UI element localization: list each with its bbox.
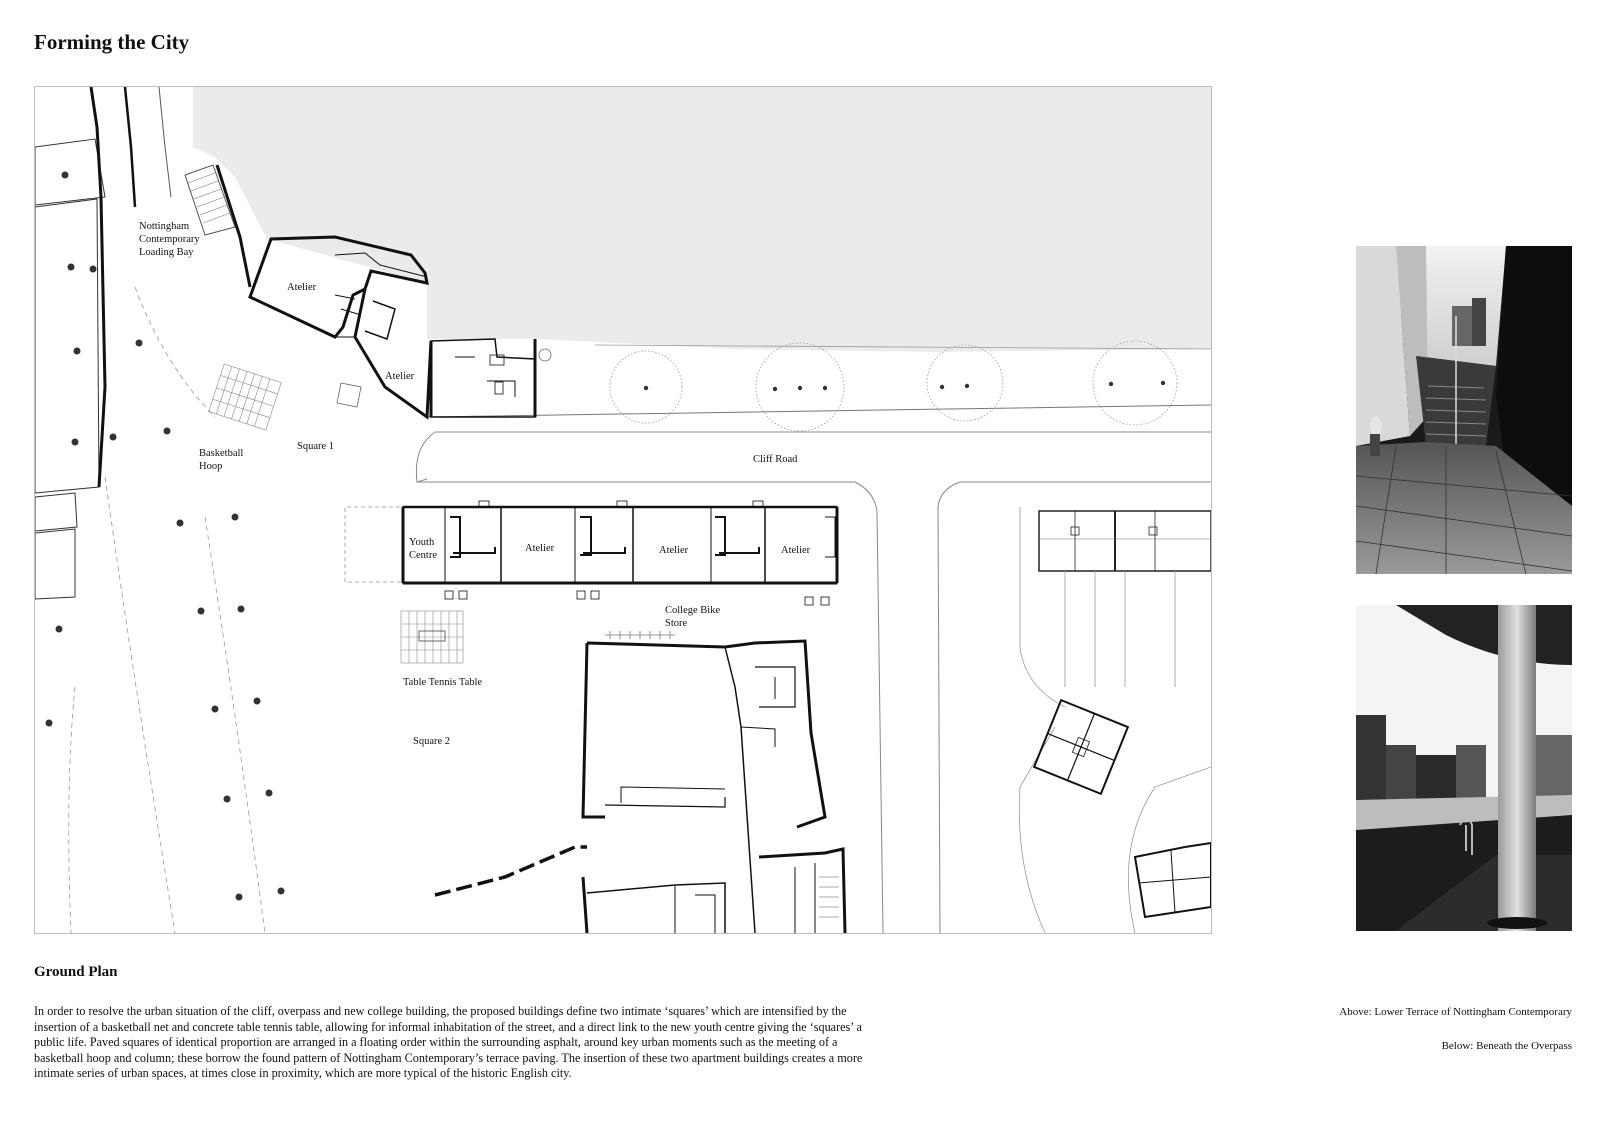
label-cliff-road: Cliff Road	[753, 454, 798, 465]
atelier-block-b	[431, 339, 535, 417]
label-atelier-3: Atelier	[781, 545, 811, 556]
atelier-terrace	[403, 501, 837, 605]
ground-plan-drawing	[34, 86, 1212, 934]
overpass-trees	[610, 341, 1177, 431]
section-heading: Ground Plan	[34, 964, 118, 980]
college-building	[435, 641, 845, 933]
label-atelier-2: Atelier	[659, 545, 689, 556]
caption-below: Below: Beneath the Overpass	[1441, 1040, 1572, 1052]
caption-above: Above: Lower Terrace of Nottingham Contemporary	[1339, 1006, 1572, 1018]
page-title: Forming the City	[34, 30, 190, 54]
right-buildings	[1039, 511, 1211, 571]
label-college-bike-store: Store	[665, 618, 688, 629]
label-atelier-a: Atelier	[287, 282, 317, 293]
cliff-area	[193, 87, 1211, 352]
label-loading-bay: Nottingham	[139, 221, 190, 232]
table-tennis-paving	[401, 611, 463, 663]
label-atelier-b: Atelier	[385, 371, 415, 382]
label-youth-centre: Youth	[409, 537, 435, 548]
label-square-1: Square 1	[297, 441, 335, 452]
label-basketball-hoop: Basketball	[199, 448, 244, 459]
apartment-block-1	[1034, 700, 1128, 794]
photo-beneath-overpass	[1356, 605, 1572, 931]
label-youth-centre: Centre	[409, 550, 437, 561]
label-square-2: Square 2	[413, 736, 451, 747]
label-atelier-1: Atelier	[525, 543, 555, 554]
description-paragraph: In order to resolve the urban situation of the cliff, overpass and new college building, the proposed buildings define two intimate ‘squares’ which are intensified by the insertion of a basketball net and concrete table tennis table, allowing for informal inhabitation of the street, and a direct link to the new youth centre giving the ‘squares’ a public life. Paved squares of identical proportion are arranged in a floating order within the surrounding asphalt, around key urban moments such as the meeting of a basketball hoop and column; these borrow the found pattern of Nottingham Contemporary’s terrace paving. The insertion of these two apartment buildings creates a more intimate series of urban spaces, at times close in proximity, which are more typical of the historic English city.	[34, 1004, 863, 1081]
left-buildings	[35, 139, 105, 599]
photo-lower-terrace	[1356, 246, 1572, 574]
label-loading-bay: Loading Bay	[139, 247, 194, 258]
label-basketball-hoop: Hoop	[199, 461, 223, 472]
label-loading-bay: Contemporary	[139, 234, 200, 245]
apartment-block-2	[1135, 843, 1211, 917]
basketball-paving	[209, 364, 282, 430]
label-college-bike-store: College Bike	[665, 605, 721, 616]
label-table-tennis-table: Table Tennis Table	[403, 677, 483, 688]
